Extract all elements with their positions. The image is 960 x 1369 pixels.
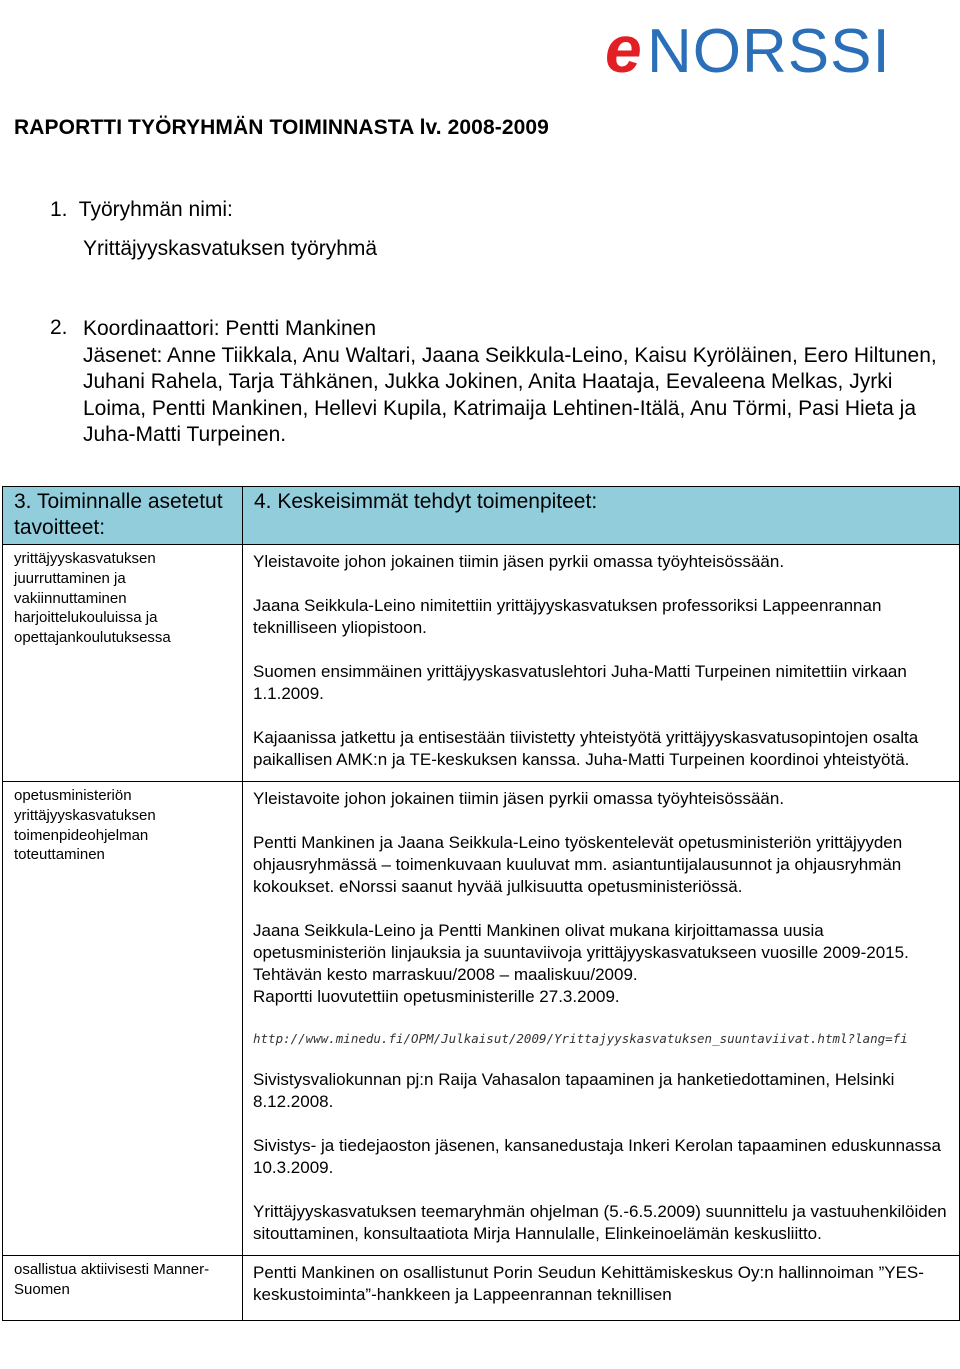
action-item: Sivistys- ja tiedejaoston jäsenen, kansanedustaja Inkeri Kerolan tapaaminen eduskunnassa 10.3.2009. [253,1136,941,1177]
action-item: Suomen ensimmäinen yrittäjyyskasvatuslehtori Juha-Matti Turpeinen nimitettiin virkaan 1.1.2009. [253,662,907,703]
section2-number: 2. [50,316,68,339]
logo-e-letter: e [605,12,642,78]
table-row [3,1256,960,1321]
action-item: Yleistavoite johon jokainen tiimin jäsen pyrkii omassa työyhteisössään. [253,552,785,571]
action-item: Pentti Mankinen on osallistunut Porin Seudun Kehittämiskeskus Oy:n hallinnoiman ”YES-keskustoiminta”-hankkeen ja Lappeenrannan teknillisen [253,1263,924,1304]
action-item: Raportti luovutettiin opetusministerille 27.3.2009. [253,987,620,1006]
logo-norssi-text: NORSSI [647,17,891,78]
enorssi-logo [605,12,905,78]
action-item: Jaana Seikkula-Leino nimitettiin yrittäjyyskasvatuksen professoriksi Lappeenrannan teknilliseen yliopistoon. [253,596,882,637]
table-header-row [3,487,960,545]
action-item: Yleistavoite johon jokainen tiimin jäsen pyrkii omassa työyhteisössään. [253,789,785,808]
goal-cell: opetusministeriön yrittäjyyskasvatuksen toimenpideohjelman toteuttaminen [3,782,243,1256]
actions-cell [243,1256,960,1321]
actions-cell [243,782,960,1256]
members-line: Jäsenet: Anne Tiikkala, Anu Waltari, Jaana Seikkula-Leino, Kaisu Kyröläinen, Eero Hiltunen, Juhani Rahela, Tarja Tähkänen, Jukka Jokinen, Anita Haataja, Eevaleena Melkas, Jyrki Loima, Pentti Mankinen, Hellevi Kupila, Katrimaija Lehtinen-Itälä, Anu Törmi, Pasi Hieta ja Juha-Matti Turpeinen. [83,343,937,446]
workgroup-name: Yrittäjyyskasvatuksen työryhmä [83,237,378,260]
goals-actions-table [2,486,960,1321]
header-actions: 4. Keskeisimmät tehdyt toimenpiteet: [243,487,960,545]
action-item: Kajaanissa jatkettu ja entisestään tiivistetty yhteistyötä yrittäjyyskasvatusopintojen osalta paikallisen AMK:n ja TE-keskuksen kanssa. Juha-Matti Turpeinen koordinoi yhteistyötä. [253,728,919,769]
table-row [3,782,960,1256]
publication-link[interactable]: http://www.minedu.fi/OPM/Julkaisut/2009/Yrittajyyskasvatuksen_suuntaviivat.html?lang=fi [253,1031,908,1046]
coordinator-line: Koordinaattori: Pentti Mankinen [83,317,377,340]
table-row [3,545,960,782]
goal-cell: osallistua aktiivisesti Manner-Suomen [3,1256,243,1321]
actions-cell [243,545,960,782]
action-item [253,920,951,986]
goal-cell: yrittäjyyskasvatuksen juurruttaminen ja vakiinnuttaminen harjoittelukouluissa ja opettajankoulutuksessa [3,545,243,782]
action-text: Jaana Seikkula-Leino ja Pentti Mankinen olivat mukana kirjoittamassa uusia opetusministeriön linjauksia ja suuntaviivoja yrittäjyyskasvatukseen vuosille 2009-2015. Tehtävän kesto marraskuu/2008 – maaliskuu/2009. [253,921,909,984]
header-goals: 3. Toiminnalle asetetut tavoitteet: [3,487,243,545]
page-title: RAPORTTI TYÖRYHMÄN TOIMINNASTA lv. 2008-2009 [14,116,549,139]
section2-body [83,316,943,449]
action-item: Yrittäjyyskasvatuksen teemaryhmän ohjelman (5.-6.5.2009) suunnittelu ja vastuuhenkilöiden sitouttaminen, konsultaatiota Mirja Hannulalle, Elinkeinoelämän keskusliitto. [253,1202,947,1243]
action-item: Pentti Mankinen ja Jaana Seikkula-Leino työskentelevät opetusministeriön yrittäjyyden ohjausryhmässä – toimenkuvaan kuuluvat mm. asiantuntijalausunnot ja ohjausryhmän kokoukset. eNorssi saanut hyvää julkisuutta opetusministeriössä. [253,833,903,896]
action-item: Sivistysvaliokunnan pj:n Raija Vahasalon tapaaminen ja hanketiedottaminen, Helsinki 8.12.2008. [253,1070,895,1111]
section1-label: 1. Työryhmän nimi: [50,198,233,221]
